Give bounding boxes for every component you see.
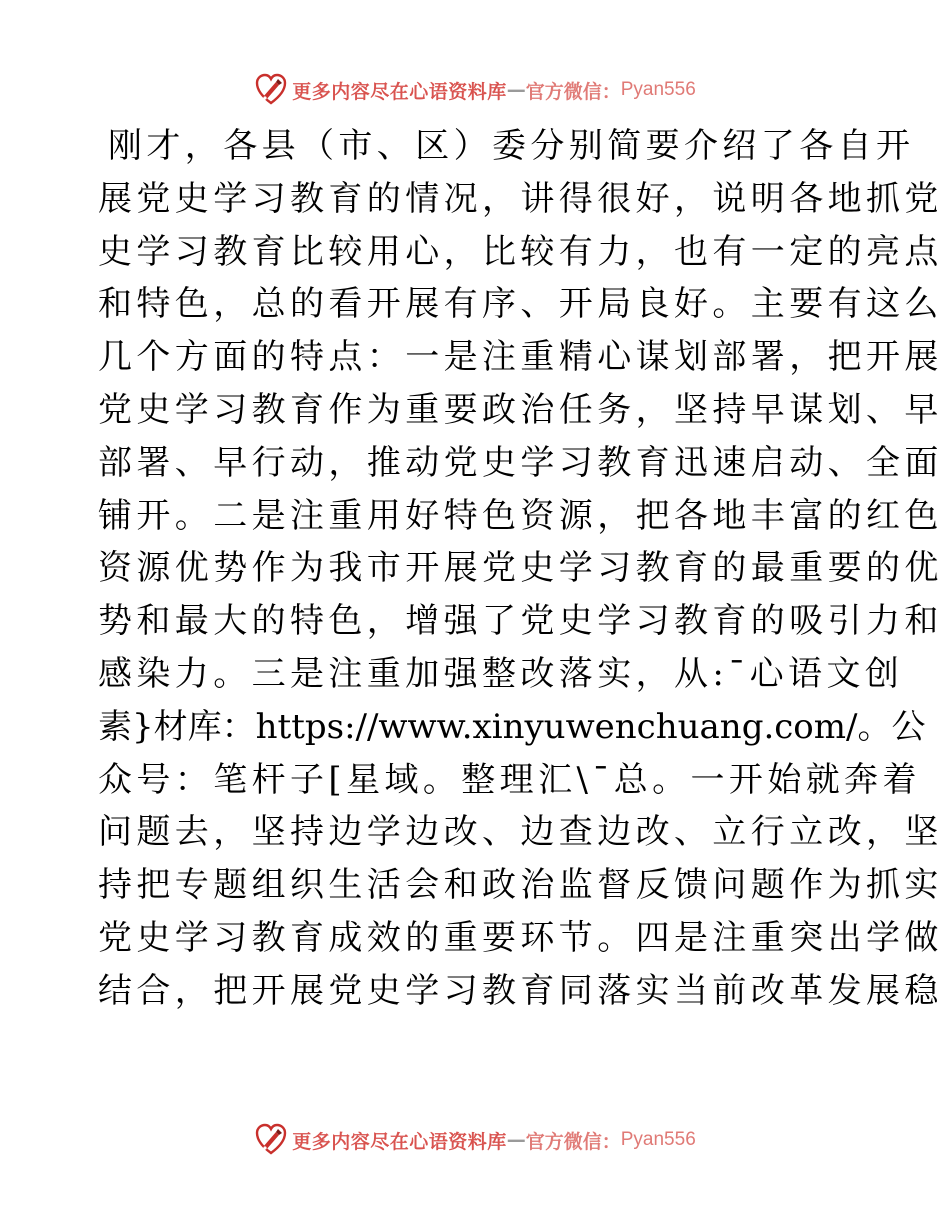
text-line: 和特色，总的看开展有序、开局良好。主要有这么 (98, 284, 943, 325)
text-line-url: 素}材库：https://www.xinyuwenchuang.com/。公 (98, 706, 926, 747)
text-line: 势和最大的特色，增强了党史学习教育的吸引力和 (98, 601, 943, 642)
text-line: 史学习教育比较用心，比较有力，也有一定的亮点 (98, 231, 943, 272)
watermark-official-label: 官方微信： (525, 1130, 621, 1153)
watermark-main-text: 更多内容尽在心语资料库 (292, 1130, 507, 1153)
text-line: 众号：笔杆子[星域。整理汇\¯总。一开始就奔着 (98, 759, 921, 800)
heart-pen-logo-icon (254, 1123, 288, 1157)
text-line: 党史学习教育成效的重要环节。四是注重突出学做 (98, 917, 943, 958)
watermark-separator: — (506, 79, 526, 101)
text-line: 铺开。二是注重用好特色资源，把各地丰富的红色 (98, 495, 943, 536)
text-line: 结合，把开展党史学习教育同落实当前改革发展稳 (98, 970, 943, 1011)
header-watermark (0, 70, 950, 110)
text-line: 刚才，各县（市、区）委分别简要介绍了各自开 (108, 126, 915, 166)
text-line: 资源优势作为我市开展党史学习教育的最重要的优 (98, 548, 943, 589)
watermark-main-text: 更多内容尽在心语资料库 (292, 80, 507, 103)
text-line: 问题去，坚持边学边改、边查边改、立行立改，坚 (98, 812, 943, 853)
heart-pen-logo-icon (254, 73, 288, 107)
text-line: 几个方面的特点：一是注重精心谋划部署，把开展 (98, 337, 943, 378)
footer-watermark (0, 1120, 950, 1160)
text-line: 部署、早行动，推动党史学习教育迅速启动、全面 (98, 442, 943, 483)
document-body (98, 120, 943, 1018)
watermark-separator: — (506, 1129, 526, 1151)
text-line: 持把专题组织生活会和政治监督反馈问题作为抓实 (98, 865, 943, 906)
watermark-official-label: 官方微信： (525, 80, 621, 103)
text-line: 党史学习教育作为重要政治任务，坚持早谋划、早 (98, 389, 943, 430)
watermark-wechat-id: Pyan556 (620, 79, 696, 100)
text-line: 感染力。三是注重加强整改落实，从:¯心语文创 (98, 653, 904, 694)
text-line: 展党史学习教育的情况，讲得很好，说明各地抓党 (98, 178, 943, 219)
watermark-wechat-id: Pyan556 (620, 1129, 696, 1150)
